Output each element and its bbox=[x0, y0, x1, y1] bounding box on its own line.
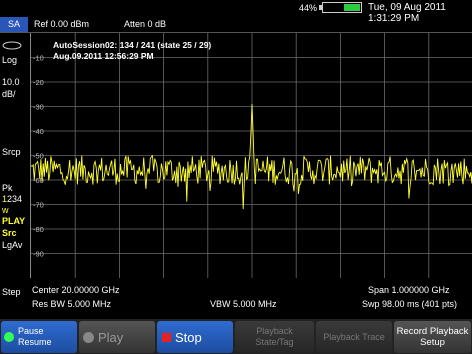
minimize-icon[interactable] bbox=[2, 37, 22, 46]
play-button-label: Play bbox=[98, 329, 124, 345]
playback-state-line2: State/Tag bbox=[255, 337, 294, 347]
peak-label: Pk bbox=[2, 183, 13, 193]
battery-icon bbox=[322, 2, 362, 13]
play-icon bbox=[83, 332, 94, 343]
resume-label: Resume bbox=[18, 337, 52, 347]
scale-unit: dB/ bbox=[2, 89, 16, 99]
trace-line bbox=[31, 104, 472, 209]
playback-state-tag-button[interactable] bbox=[235, 321, 314, 353]
averaging-label: LgAv bbox=[2, 240, 23, 250]
mode-badge[interactable]: SA bbox=[0, 17, 28, 32]
pause-resume-button[interactable] bbox=[1, 321, 77, 353]
pause-label: Pause bbox=[18, 326, 44, 336]
ref-level: Ref 0.00 dBm bbox=[34, 19, 90, 29]
sweep-time: Swp 98.00 ms (401 pts) bbox=[362, 299, 458, 309]
attenuation: Atten 0 dB bbox=[124, 19, 167, 29]
scale-value: 10.0 bbox=[2, 77, 20, 87]
battery-percent: 44% bbox=[299, 3, 318, 13]
y-tick-label: -90 bbox=[33, 249, 44, 259]
session-line1: AutoSession02: 134 / 241 (state 25 / 29) bbox=[53, 40, 212, 50]
record-playback-line1: Record Playback bbox=[396, 326, 469, 337]
step-label: Step bbox=[2, 287, 21, 297]
playback-state-line1: Playback bbox=[256, 326, 293, 336]
y-tick-label: -20 bbox=[33, 78, 44, 87]
play-button[interactable] bbox=[79, 321, 155, 353]
spectrum-plot-svg bbox=[31, 33, 472, 278]
pause-icon bbox=[4, 332, 14, 342]
scale-type-label: Log bbox=[2, 55, 18, 65]
stop-button[interactable] bbox=[157, 321, 233, 353]
y-tick-label: -10 bbox=[33, 53, 44, 63]
y-tick-label: -30 bbox=[33, 102, 44, 112]
detector-label: Srcp bbox=[2, 147, 21, 157]
play-label: PLAY bbox=[2, 216, 26, 226]
stop-icon bbox=[162, 333, 171, 342]
playback-trace-button[interactable] bbox=[316, 321, 392, 353]
datetime: Tue, 09 Aug 2011 1:31:29 PM bbox=[368, 2, 446, 24]
y-tick-label: -50 bbox=[33, 151, 44, 161]
session-info bbox=[53, 40, 211, 62]
record-playback-line2: Setup bbox=[420, 337, 445, 348]
stop-button-label: Stop bbox=[175, 329, 202, 345]
source-label: Src bbox=[2, 228, 17, 238]
center-frequency: Center 20.00000 GHz bbox=[32, 285, 120, 295]
y-tick-label: -80 bbox=[33, 225, 44, 234]
video-bandwidth: VBW 5.000 MHz bbox=[210, 299, 277, 309]
span: Span 1.000000 GHz bbox=[368, 285, 450, 295]
record-playback-setup-button[interactable] bbox=[394, 321, 471, 353]
y-tick-label: -40 bbox=[33, 127, 44, 136]
trace-numbers: 1234 bbox=[2, 194, 23, 204]
playback-trace-label: Playback Trace bbox=[323, 331, 385, 342]
session-line2: Aug.09.2011 12:56:29 PM bbox=[53, 51, 154, 61]
y-tick-label: -70 bbox=[33, 200, 44, 210]
y-tick-label: -60 bbox=[33, 176, 44, 185]
spectrum-plot[interactable] bbox=[30, 33, 472, 278]
resolution-bandwidth: Res BW 5.000 MHz bbox=[32, 299, 112, 309]
trace-w-label: w bbox=[2, 205, 9, 215]
